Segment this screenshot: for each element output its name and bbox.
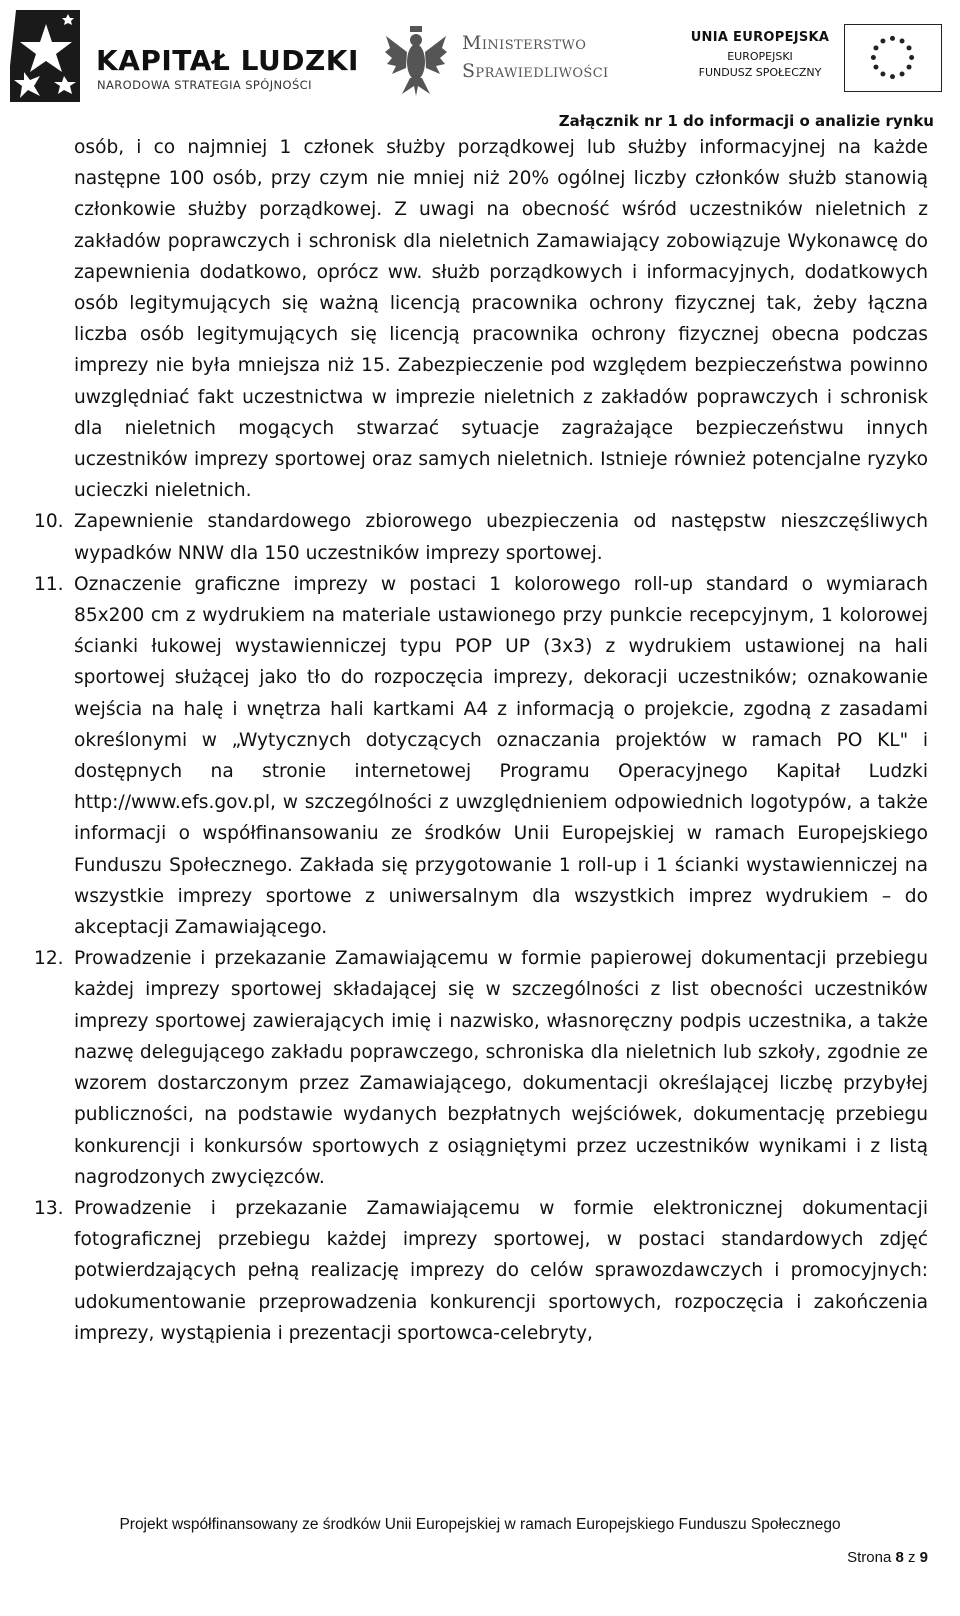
ministerstwo-line2: Sprawiedliwości (462, 60, 609, 82)
eu-title: UNIA EUROPEJSKA (690, 30, 830, 45)
kapital-ludzki-logo (6, 6, 359, 106)
list-item (34, 506, 928, 568)
footer-text: Projekt współfinansowany ze środków Unii Europejskiej w ramach Europejskiego Funduszu Społecznego (119, 1516, 841, 1533)
list-item-text: Zapewnienie standardowego zbiorowego ubezpieczenia od następstw nieszczęśliwych wypadków NNW dla 150 uczestników imprezy sportowej. (74, 511, 928, 564)
kapital-ludzki-title: KAPITAŁ LUDZKI (96, 44, 359, 77)
list-item (34, 1193, 928, 1349)
kapital-ludzki-subtitle: NARODOWA STRATEGIA SPÓJNOŚCI (97, 78, 312, 92)
list-item-text: Prowadzenie i przekazanie Zamawiającemu w formie papierowej dokumentacji przebiegu każdej imprezy sportowej składającej się w szczególności z list obecności uczestników imprezy sportowej zawierających imię i nazwisko, własnoręczny podpis uczestnika, a także nazwę delegującego zakładu poprawczego, schroniska dla nieletnich lub szkoły, zgodnie ze wzorem dostarczonym przez Zamawiającego, dokumentacji określającej liczbę przybyłej publiczności, na podstawie wydanych bezpłatnych wejściówek, dokumentację przebiegu konkurencji i konkursów sportowych z osiągniętymi przez uczestników wynikami i z listą nagrodzonych zwycięzców. (74, 948, 928, 1188)
document-body (34, 132, 928, 1349)
list-item (34, 569, 928, 943)
attachment-label: Załącznik nr 1 do informacji o analizie rynku (558, 112, 934, 130)
eu-subtitle-1: EUROPEJSKI (727, 50, 793, 63)
list-item-text: Oznaczenie graficzne imprezy w postaci 1 kolorowego roll-up standard o wymiarach 85x200 cm z wydrukiem na materiale ustawionego przy punkcie recepcyjnym, 1 kolorowej ścianki łukowej wystawienniczej typu POP UP (3x3) z wydrukiem ustawionej na hali sportowej służącej jako tło do rozpoczęcia imprezy, dekoracji uczestników; oznakowanie wejścia na halę i wnętrza hali kartkami A4 z informacją o projekcie, zgodną z zasadami określonymi w „Wytycznych dotyczących oznaczania projektów w ramach PO KL" i dostępnych na stronie internetowej Programu Operacyjnego Kapitał Ludzki http://www.efs.gov.pl, w szczególności z uwzględnieniem odpowiednich logotypów, a także informacji o współfinansowaniu ze środków Unii Europejskiej w ramach Europejskiego Funduszu Społecznego. Zakłada się przygotowanie 1 roll-up i 1 ścianki wystawienniczej na wszystkie imprezy sportowe z uniwersalnym dla wszystkich imprez wydrukiem – do akceptacji Zamawiającego. (74, 573, 928, 939)
eu-subtitle-2: FUNDUSZ SPOŁECZNY (698, 66, 822, 79)
page-of: z (907, 1549, 916, 1566)
ministerstwo-line1: Ministerstwo (462, 32, 587, 54)
kapital-ludzki-star-icon (6, 6, 84, 106)
intro-paragraph: osób, i co najmniej 1 członek służby porządkowej lub służby informacyjnej na każde następne 100 osób, przy czym nie mniej niż 20% ogólnej liczby członków służb stanowią członkowie służby porządkowej. Z uwagi na obecność wśród uczestników nieletnich z zakładów poprawczych i schronisk dla nieletnich Zamawiający zobowiązuje Wykonawcę do zapewnienia dodatkowo, oprócz ww. służb porządkowych i informacyjnych, dodatkowych osób legitymujących się ważną licencją pracownika ochrony fizycznej tak, żeby łączna liczba osób legitymujących się licencją pracownika ochrony fizycznej obecna podczas imprezy nie była mniejsza niż 15. Zabezpieczenie pod względem bezpieczeństwa powinno uwzględniać fakt uczestnictwa w imprezie nieletnich z zakładów poprawczych i schronisk dla nieletnich mogących stwarzać sytuacje zagrażające bezpieczeństwu innych uczestników imprezy sportowej oraz samych nieletnich. Istnieje również potencjalne ryzyko ucieczki nieletnich. (74, 137, 928, 502)
list-item-text: Prowadzenie i przekazanie Zamawiającemu w formie elektronicznej dokumentacji fotograficznej przebiegu każdej imprezy sportowej, w postaci standardowych zdjęć potwierdzających pełną realizację imprezy do celów sprawozdawczych i promocyjnych: udokumentowanie przeprowadzenia konkurencji sportowych, rozpoczęcia i zakończenia imprezy, wystąpienia i prezentacji sportowca-celebryty, (74, 1197, 928, 1344)
eu-logo (692, 24, 942, 104)
ministerstwo-logo (384, 22, 644, 102)
list-item-number: 12. (34, 948, 64, 970)
page-header (0, 0, 960, 110)
list-item-number: 11. (34, 573, 64, 595)
eagle-emblem-icon (384, 22, 448, 98)
page-number (847, 1549, 928, 1566)
page-label: Strona (847, 1549, 892, 1566)
page-total: 9 (919, 1549, 928, 1566)
list-item-number: 13. (34, 1197, 64, 1219)
list-item (34, 943, 928, 1193)
eu-flag-icon (844, 24, 942, 92)
page-current: 8 (895, 1549, 904, 1566)
list-item-number: 10. (34, 511, 64, 533)
page-footer (0, 1516, 960, 1534)
